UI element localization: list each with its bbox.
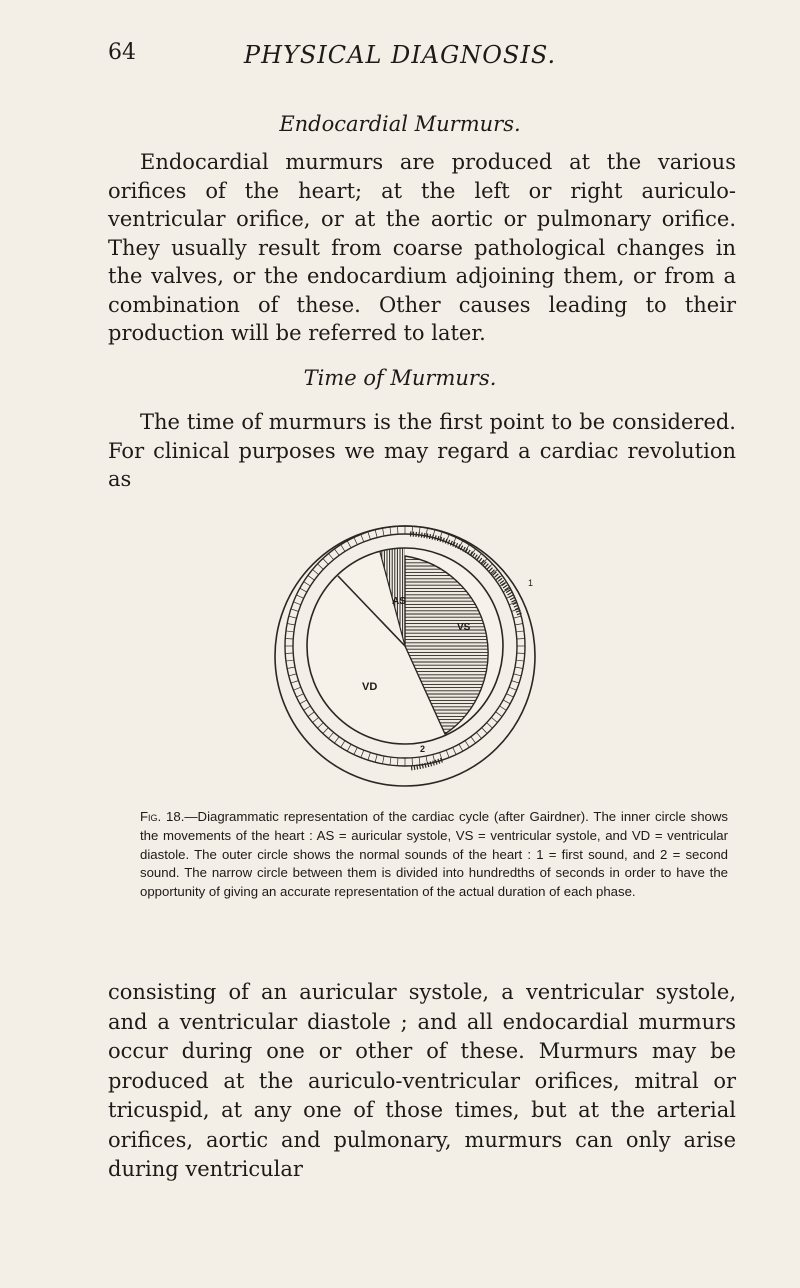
hundredths-tick: [375, 754, 377, 762]
hundredths-tick: [296, 595, 303, 598]
hundredths-tick: [285, 653, 293, 654]
hundredths-tick: [308, 575, 314, 580]
hundredths-tick: [334, 737, 339, 743]
hundredths-tick: [323, 728, 328, 734]
hundredths-tick: [341, 545, 345, 552]
hundredths-tick: [318, 564, 324, 569]
hundredths-tick: [285, 638, 293, 639]
hundredths-tick: [286, 631, 294, 632]
hundredths-tick: [506, 694, 513, 697]
hundredths-tick: [383, 756, 384, 764]
label-as: AS: [392, 596, 406, 607]
hundredths-tick: [287, 624, 295, 625]
hundredths-tick: [293, 687, 300, 690]
hundredths-tick: [513, 674, 521, 676]
hundredths-tick: [347, 541, 351, 548]
hundredths-tick: [375, 530, 377, 538]
hundredths-tick: [313, 717, 319, 722]
hundredths-tick: [516, 631, 524, 632]
hundredths-tick: [419, 757, 420, 765]
hundredths-tick: [368, 532, 370, 540]
hundredths-tick: [517, 653, 525, 654]
hundredths-tick: [513, 616, 521, 618]
caption-text: —Diagrammatic representation of the cardiac cycle (after Gairdner). The inner circle shows the movements of the heart : AS = auricular systole, VS = ventricular systole, and VD = ventricular diastole. The outer circle shows the normal sounds of the heart : 1 = first sound, and 2 = second sound. The narrow circle between them is divided into hundredths of seconds in order to have the opportunity of giving an accurate representation of the actual duration of each phase.: [140, 809, 728, 900]
hundredths-tick: [296, 694, 303, 697]
hundredths-tick: [476, 732, 481, 738]
hundredths-tick: [341, 741, 345, 748]
hundredths-tick: [313, 570, 319, 575]
hundredths-tick: [412, 758, 413, 766]
hundredths-tick: [512, 681, 520, 683]
page-number: 64: [108, 40, 136, 65]
label-first-sound: 1: [528, 578, 534, 588]
hundredths-tick: [304, 582, 311, 586]
hundredths-tick: [487, 723, 493, 728]
hundredths-tick: [500, 706, 507, 710]
hundredths-tick: [446, 750, 449, 757]
hundredths-tick: [291, 609, 299, 611]
hundredths-tick: [397, 526, 398, 534]
hundredths-tick: [515, 667, 523, 668]
hundredths-tick: [491, 717, 497, 722]
paragraph-time: The time of murmurs is the first point to be considered. For clinical purposes we may regard a cardiac revolution as: [108, 410, 736, 491]
hundredths-tick: [291, 681, 299, 683]
hundredths-tick: [289, 616, 297, 618]
hundredths-tick: [361, 750, 364, 757]
hundredths-tick: [329, 732, 334, 738]
hundredths-tick: [390, 757, 391, 765]
label-second-sound: 2: [420, 744, 426, 754]
hundredths-tick: [300, 588, 307, 592]
hundredths-tick: [482, 728, 487, 734]
hundredths-tick: [459, 744, 463, 751]
hundredths-tick: [453, 747, 456, 754]
paragraph-continuation: consisting of an auricular systole, a ventricular systole, and a ventricular diastole ; and all endocardial murmurs occur during one or other of these. Murmurs may be produced at the auriculo-ventricular orifices, mitral or tricuspid, at any one of those times, but at the arterial orifices, aortic and pulmonary, murmurs can only arise during ventricular: [108, 980, 736, 1181]
hundredths-tick: [397, 758, 398, 766]
figure-caption: [140, 808, 728, 902]
running-title: PHYSICAL DIAGNOSIS.: [243, 41, 557, 69]
hundredths-tick: [289, 674, 297, 676]
hundredths-tick: [383, 528, 384, 536]
section-heading-time: Time of Murmurs.: [303, 366, 497, 390]
label-vd: VD: [362, 681, 378, 693]
paragraph-endocardial: Endocardial murmurs are produced at the various orifices of the heart; at the left or right auriculo-ventricular orifice, or at the aortic or pulmonary orifice. They usually result from coarse pathological changes in the valves, or the endocardium adjoining them, or from a combination of these. Other causes leading to their production will be referred to later.: [108, 150, 736, 345]
hundredths-tick: [334, 549, 339, 555]
hundredths-tick: [354, 537, 357, 544]
hundredths-tick: [503, 700, 510, 704]
hundredths-tick: [361, 534, 364, 541]
hundredths-tick: [347, 744, 351, 751]
hundredths-tick: [354, 747, 357, 754]
section-heading-endocardial: Endocardial Murmurs.: [279, 112, 521, 136]
hundredths-tick: [329, 554, 334, 560]
hundredths-tick: [471, 737, 476, 743]
hundredths-tick: [368, 753, 370, 761]
hundredths-tick: [318, 723, 324, 728]
hundredths-tick: [390, 527, 391, 535]
hundredths-tick: [293, 602, 300, 605]
hundredths-tick: [516, 660, 524, 661]
hundredths-tick: [323, 559, 328, 565]
hundredths-tick: [308, 712, 314, 717]
label-vs: VS: [457, 622, 471, 633]
caption-lead: Fig. 18.: [140, 809, 185, 824]
hundredths-tick: [465, 741, 469, 748]
hundredths-tick: [287, 667, 295, 668]
hundredths-tick: [509, 687, 516, 690]
hundredths-tick: [515, 624, 523, 625]
hundredths-tick: [286, 660, 294, 661]
cardiac-cycle-diagram: [270, 520, 540, 802]
hundredths-tick: [300, 700, 307, 704]
hundredths-tick: [496, 712, 502, 717]
hundredths-tick: [412, 526, 413, 534]
hundredths-tick: [517, 638, 525, 639]
cardiac-cycle-figure: [270, 520, 540, 802]
hundredths-tick: [304, 706, 311, 710]
